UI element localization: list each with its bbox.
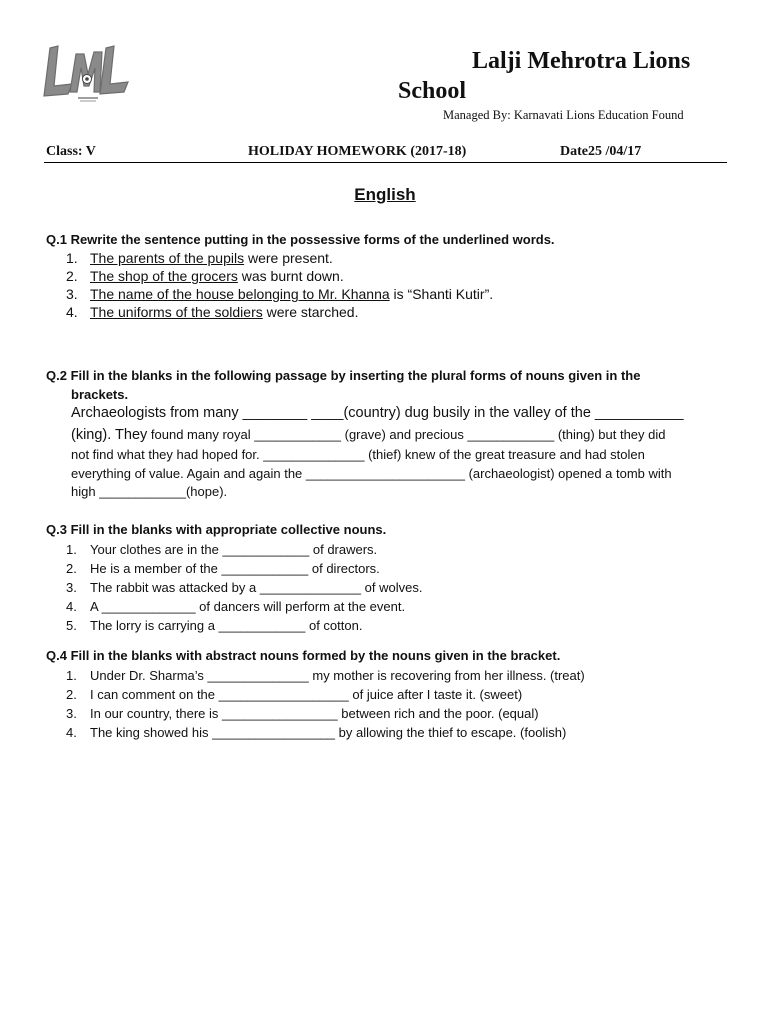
q2-passage-line: everything of value. Again and again the ______________________ (archaeologist) opened a tomb with	[71, 466, 672, 481]
q3-heading: Q.3 Fill in the blanks with appropriate collective nouns.	[46, 522, 387, 537]
class-label: Class: V	[46, 144, 96, 159]
q1-item: 4. The uniforms of the soldiers were starched.	[66, 304, 359, 320]
q2-heading: Q.2 Fill in the blanks in the following passage by inserting the plural forms of nouns given in the	[46, 368, 641, 383]
q4-list	[66, 666, 585, 742]
school-logo	[38, 40, 134, 104]
q4-item: 4. The king showed his _________________ by allowing the thief to escape. (foolish)	[66, 725, 567, 740]
q4-item: 3. In our country, there is ________________ between rich and the poor. (equal)	[66, 706, 539, 721]
q3-item: 5. The lorry is carrying a ____________ of cotton.	[66, 618, 363, 633]
q3-item: 4. A _____________ of dancers will perform at the event.	[66, 599, 406, 614]
q2-passage-line: Archaeologists from many ________ ____(country) dug busily in the valley of the ___________	[71, 405, 684, 421]
q1-item: 3. The name of the house belonging to Mr. Khanna is “Shanti Kutir”.	[66, 286, 494, 302]
q4-item: 1. Under Dr. Sharma’s ______________ my mother is recovering from her illness. (treat)	[66, 668, 585, 683]
q2-passage-line: (king). They found many royal ____________ (grave) and precious ____________ (thing) but they did	[71, 427, 666, 443]
q3-item: 1. Your clothes are in the ____________ of drawers.	[66, 542, 378, 557]
date-label: Date25 /04/17	[560, 144, 642, 159]
q1-item: 1. The parents of the pupils were present.	[66, 250, 333, 266]
q4-heading: Q.4 Fill in the blanks with abstract nouns formed by the nouns given in the bracket.	[46, 648, 561, 663]
managed-by-text: Managed By: Karnavati Lions Education Found	[443, 108, 684, 122]
school-name-line1: Lalji Mehrotra Lions	[472, 48, 691, 74]
q4-item: 2. I can comment on the __________________ of juice after I taste it. (sweet)	[66, 687, 523, 702]
q2-passage-line: not find what they had hoped for. ______________ (thief) knew of the great treasure and had stolen	[71, 447, 645, 462]
q1-heading: Q.1 Rewrite the sentence putting in the possessive forms of the underlined words.	[46, 232, 555, 247]
q2-passage-line: high ____________(hope).	[71, 484, 228, 499]
school-name-line2: School	[398, 78, 467, 104]
homework-title: HOLIDAY HOMEWORK (2017-18)	[248, 144, 467, 159]
header-divider	[44, 162, 727, 163]
q1-item: 2. The shop of the grocers was burnt down.	[66, 268, 344, 284]
q3-item: 2. He is a member of the ____________ of directors.	[66, 561, 380, 576]
subject-heading: English	[354, 185, 416, 204]
q2-heading-continued: brackets.	[71, 387, 129, 402]
q3-list	[66, 540, 422, 635]
q3-item: 3. The rabbit was attacked by a ______________ of wolves.	[66, 580, 423, 595]
q1-list	[66, 249, 493, 321]
